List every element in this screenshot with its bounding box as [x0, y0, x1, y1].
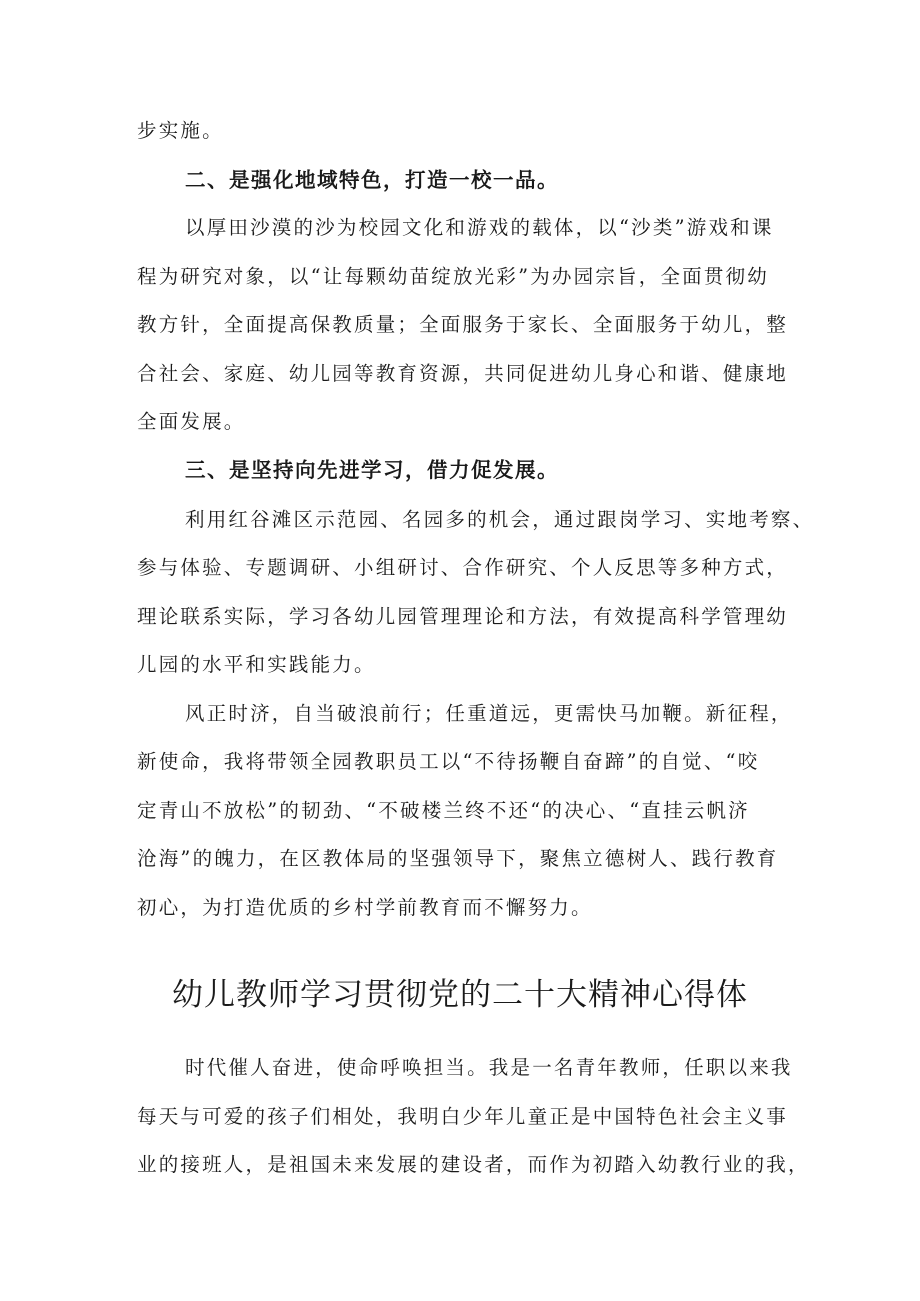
paragraph-line: 理论联系实际，学习各幼儿园管理理论和方法，有效提高科学管理幼 — [137, 605, 789, 628]
paragraph-line: 沧海”的魄力，在区教体局的坚强领导下，聚焦立德树人、践行教育 — [137, 847, 779, 870]
paragraph-line: 合社会、家庭、幼儿园等教育资源，共同促进幼儿身心和谐、健康地 — [137, 362, 789, 385]
paragraph-line: 全面发展。 — [137, 410, 246, 433]
paragraph-line: 定青山不放松”的韧劲、“不破楼兰终不还“的决心、“直挂云帆济 — [137, 799, 750, 822]
article-title: 幼儿教师学习贯彻党的二十大精神心得体 — [172, 977, 748, 1013]
paragraph-line: 程为研究对象，以“让每颗幼苗绽放光彩”为办园宗旨，全面贯彻幼 — [137, 265, 769, 288]
paragraph-line: 教方针，全面提高保教质量；全面服务于家长、全面服务于幼儿，整 — [137, 313, 789, 336]
section-heading-3: 三、是坚持向先进学习，借力促发展。 — [185, 458, 559, 482]
paragraph-line: 以厚田沙漠的沙为校园文化和游戏的载体，以“沙类”游戏和课 — [185, 216, 774, 239]
section-heading-2: 二、是强化地域特色，打造一校一品。 — [185, 168, 559, 192]
paragraph-line: 参与体验、专题调研、小组研讨、合作研究、个人反思等多种方式， — [137, 556, 789, 579]
paragraph-line: 初心，为打造优质的乡村学前教育而不懈努力。 — [137, 896, 593, 919]
paragraph-line: 业的接班人，是祖国未来发展的建设者，而作为初踏入幼教行业的我， — [137, 1153, 810, 1176]
paragraph-line: 利用红谷滩区示范园、名园多的机会，通过跟岗学习、实地考察、 — [185, 508, 815, 531]
paragraph-line: 每天与可爱的孩子们相处，我明白少年儿童正是中国特色社会主义事 — [137, 1105, 789, 1128]
paragraph-line: 新使命，我将带领全园教职员工以“不待扬鞭自奋蹄”的自觉、“咬 — [137, 750, 760, 773]
paragraph-line: 时代催人奋进，使命呼唤担当。我是一名青年教师，任职以来我 — [185, 1056, 793, 1079]
paragraph-line: 儿园的水平和实践能力。 — [137, 653, 376, 676]
paragraph-line: 风正时济，自当破浪前行；任重道远，更需快马加鞭。新征程， — [185, 702, 793, 725]
paragraph-tail-line: 步实施。 — [137, 119, 224, 142]
